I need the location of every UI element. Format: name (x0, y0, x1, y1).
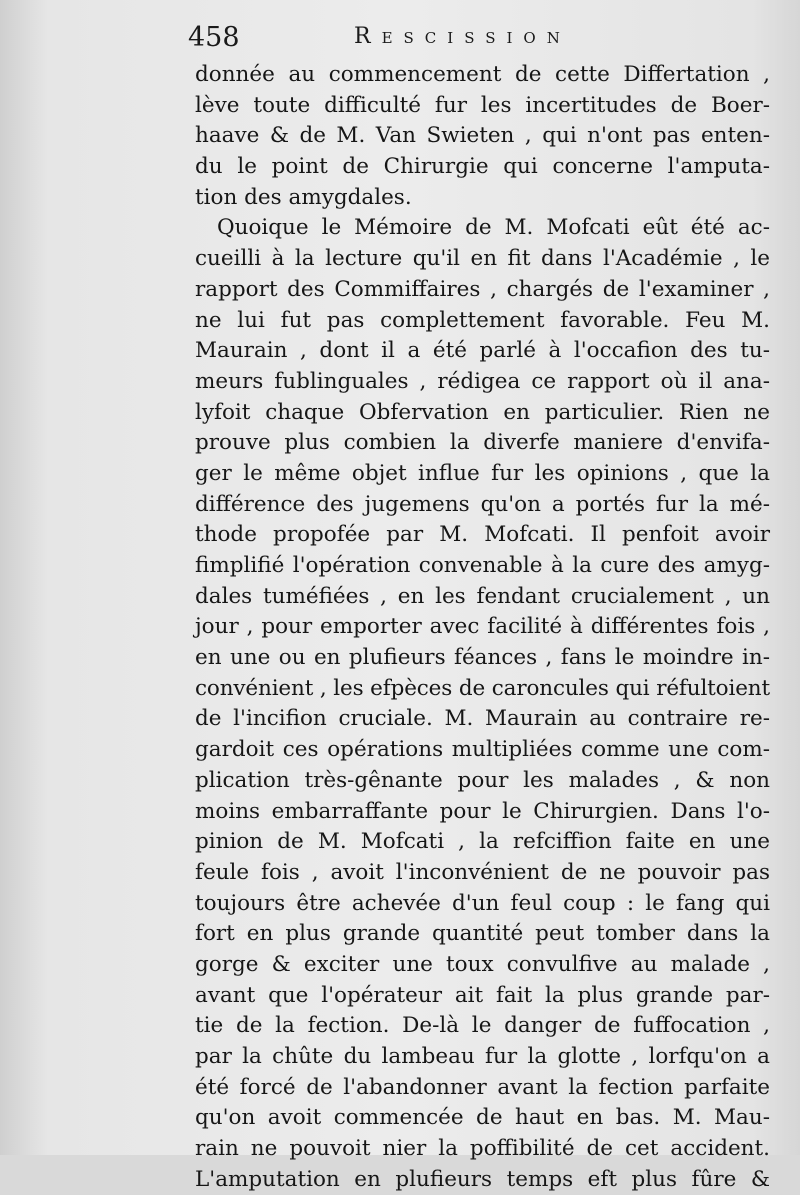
text-line: du le point de Chirurgie qui concerne l'amputa- (195, 154, 770, 180)
text-line: plication très-gênante pour les malades , & non (195, 767, 770, 793)
text-line: fimplifié l'opération convenable à la cure des amyg- (195, 553, 770, 578)
text-line: avant que l'opérateur ait fait la plus grande par- (195, 982, 770, 1008)
text-line: ne lui fut pas complettement favorable. Feu M. (195, 307, 770, 333)
text-line: gorge & exciter une toux convulfive au malade , (195, 951, 770, 977)
text-line: jour , pour emporter avec facilité à différentes fois , (195, 614, 770, 640)
text-line: toujours être achevée d'un feul coup : le fang qui (195, 890, 770, 916)
text-line: qu'on avoit commencée de haut en bas. M. Mau- (195, 1105, 770, 1131)
text-line: de l'incifion cruciale. M. Maurain au contraire re- (195, 706, 770, 732)
text-line: thode propofée par M. Mofcati. Il penfoit avoir (195, 522, 770, 548)
text-line: en une ou en plufieurs féances , fans le moindre in- (195, 645, 770, 671)
text-line: L'amputation en plufieurs temps eft plus fûre & (195, 1166, 770, 1192)
text-line: fort en plus grande quantité peut tomber dans la (195, 921, 770, 947)
text-line: rain ne pouvoit nier la poffibilité de cet accident. (195, 1136, 770, 1162)
text-line: dales tuméfiées , en les fendant crucialement , un (195, 583, 770, 609)
text-line: différence des jugemens qu'on a portés fur la mé- (195, 491, 770, 517)
page-header (188, 22, 768, 56)
text-line: lève toute difficulté fur les incertitudes de Boer- (195, 92, 770, 118)
text-line: rapport des Commiffaires , chargés de l'examiner , (195, 276, 770, 302)
text-line: moins embarraffante pour le Chirurgien. Dans l'o- (195, 798, 770, 824)
text-line: gardoit ces opérations multipliées comme une com- (195, 737, 770, 763)
text-line: par la chûte du lambeau fur la glotte , lorfqu'on a (195, 1044, 770, 1069)
text-line: été forcé de l'abandonner avant la fection parfaite (195, 1074, 770, 1100)
running-head: Rescission (354, 24, 571, 49)
text-line: pinion de M. Mofcati , la refciffion faite en une (195, 829, 770, 855)
text-line: Quoique le Mémoire de M. Mofcati eût été ac- (217, 215, 770, 241)
text-line: Maurain , dont il a été parlé à l'occafion des tu- (195, 338, 770, 364)
text-line: convénient , les efpèces de caroncules qui réfultoient (195, 675, 770, 701)
text-line: meurs fublinguales , rédigea ce rapport où il ana- (195, 368, 770, 394)
text-line: donnée au commencement de cette Differtation , (195, 62, 770, 87)
text-line: cueilli à la lecture qu'il en fit dans l'Académie , le (195, 246, 770, 272)
text-line: tie de la fection. De-là le danger de fuffocation , (195, 1013, 770, 1039)
body-text (195, 60, 770, 1195)
text-line: haave & de M. Van Swieten , qui n'ont pas enten- (195, 123, 770, 149)
text-line: prouve plus combien la diverfe maniere d'envifa- (195, 430, 770, 456)
page-number: 458 (188, 22, 240, 53)
text-line: tion des amygdales. (195, 184, 412, 210)
text-line: lyfoit chaque Obfervation en particulier. Rien ne (195, 399, 770, 425)
text-line: ger le même objet influe fur les opinions , que la (195, 460, 770, 486)
text-line: feule fois , avoit l'inconvénient de ne pouvoir pas (195, 859, 770, 885)
